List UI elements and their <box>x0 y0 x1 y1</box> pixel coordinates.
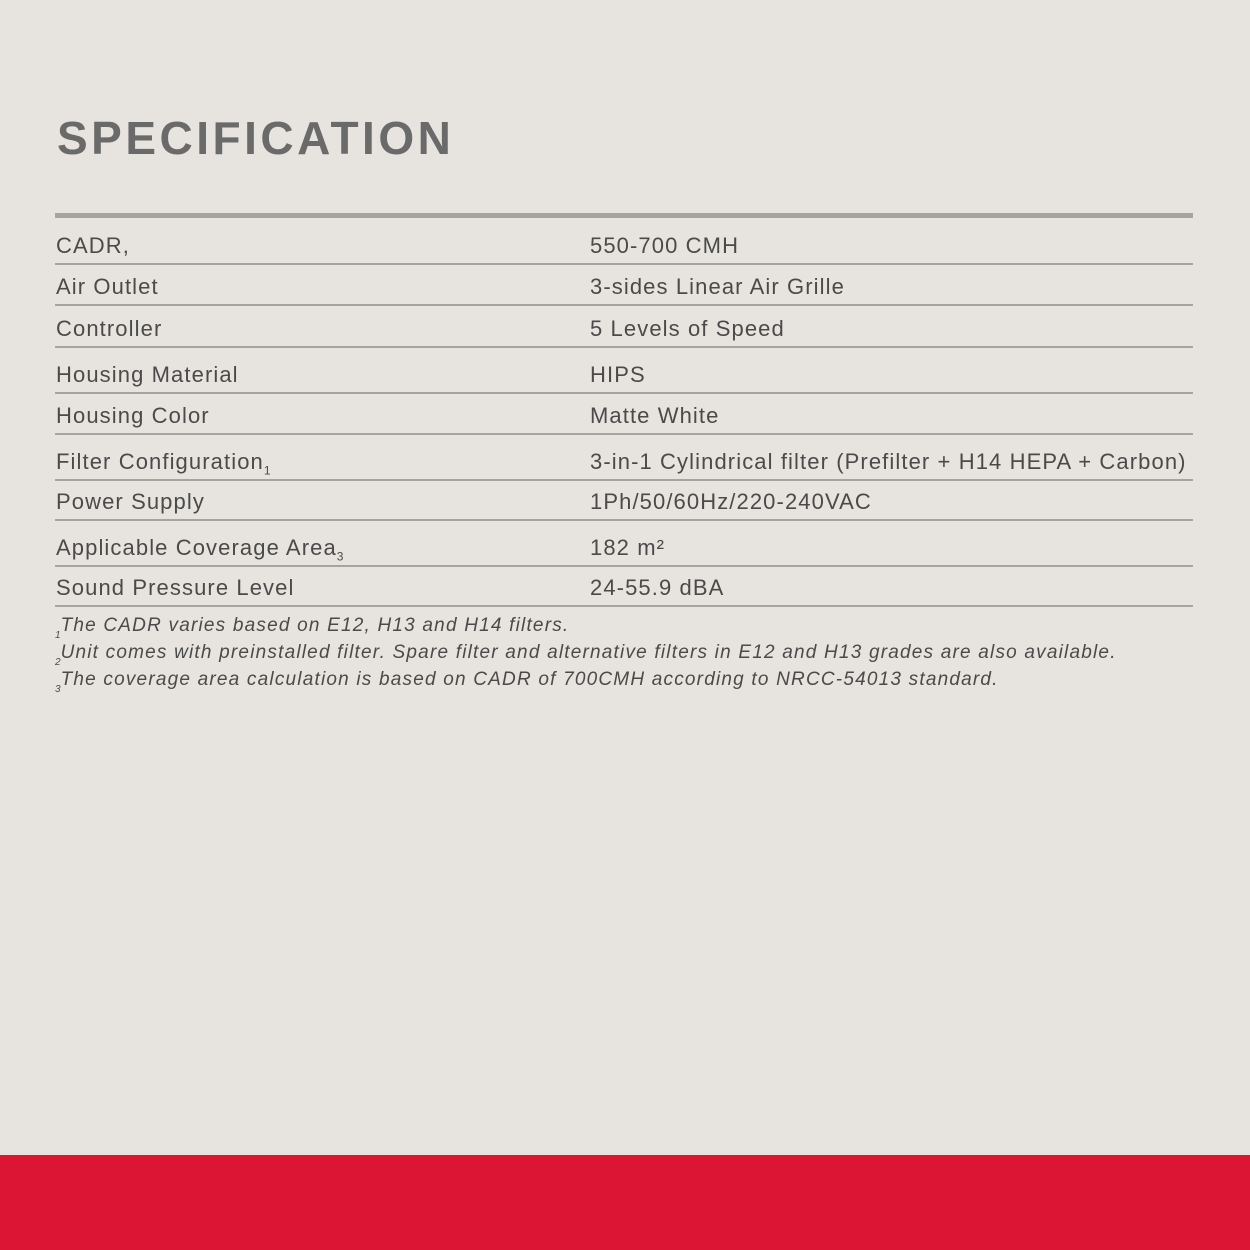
spec-value: 182 m² <box>590 535 666 560</box>
spec-label: Power Supply <box>56 489 205 514</box>
spec-value: 1Ph/50/60Hz/220-240VAC <box>590 489 872 514</box>
footnote-3 <box>55 668 1235 695</box>
spec-value: 3-in-1 Cylindrical filter (Prefilter + H14 HEPA + Carbon) <box>590 449 1187 474</box>
page-title: SPECIFICATION <box>57 112 455 164</box>
spec-row-coverage-area <box>55 521 1193 567</box>
spec-value: 5 Levels of Speed <box>590 316 785 341</box>
spec-value: HIPS <box>590 362 646 387</box>
footnote-2 <box>55 641 1235 668</box>
spec-label: Housing Color <box>56 403 210 428</box>
spec-label: Housing Material <box>56 362 239 387</box>
footnote-number: 1 <box>55 630 61 641</box>
footnote-marker: 1 <box>263 463 271 478</box>
footnote-text: The coverage area calculation is based on CADR of 700CMH according to NRCC-54013 standard. <box>60 669 999 690</box>
footnote-1 <box>55 614 1235 641</box>
spec-row-filter-configuration <box>55 435 1193 481</box>
spec-row-controller <box>55 306 1193 348</box>
footnotes <box>55 614 1235 695</box>
footnote-number: 2 <box>55 657 61 668</box>
spec-label: Controller <box>56 316 163 341</box>
spec-value: 24-55.9 dBA <box>590 575 725 600</box>
spec-row-housing-material <box>55 348 1193 394</box>
bottom-accent-band <box>0 1155 1250 1250</box>
spec-label: Filter Configuration$_1$ <box>56 449 271 478</box>
spec-table <box>55 218 1193 607</box>
spec-value: 550-700 CMH <box>590 233 740 258</box>
spec-row-power-supply <box>55 481 1193 521</box>
spec-label: Applicable Coverage Area$_3$ <box>56 535 344 564</box>
footnote-text: Unit comes with preinstalled filter. Spare filter and alternative filters in E12 and H13 grades are also available. <box>60 642 1117 663</box>
spec-row-sound-pressure <box>55 567 1193 607</box>
spec-row-housing-color <box>55 394 1193 435</box>
spec-row-cadr <box>55 218 1193 265</box>
footnote-text: The CADR varies based on E12, H13 and H14 filters. <box>60 615 570 636</box>
footnote-number: 3 <box>55 684 61 695</box>
spec-value: Matte White <box>590 403 720 428</box>
footnote-marker: 3 <box>336 549 344 564</box>
spec-row-air-outlet <box>55 265 1193 306</box>
spec-label: Sound Pressure Level <box>56 575 295 600</box>
spec-label: CADR, <box>56 233 130 258</box>
spec-value: 3-sides Linear Air Grille <box>590 274 845 299</box>
spec-label: Air Outlet <box>56 274 159 299</box>
